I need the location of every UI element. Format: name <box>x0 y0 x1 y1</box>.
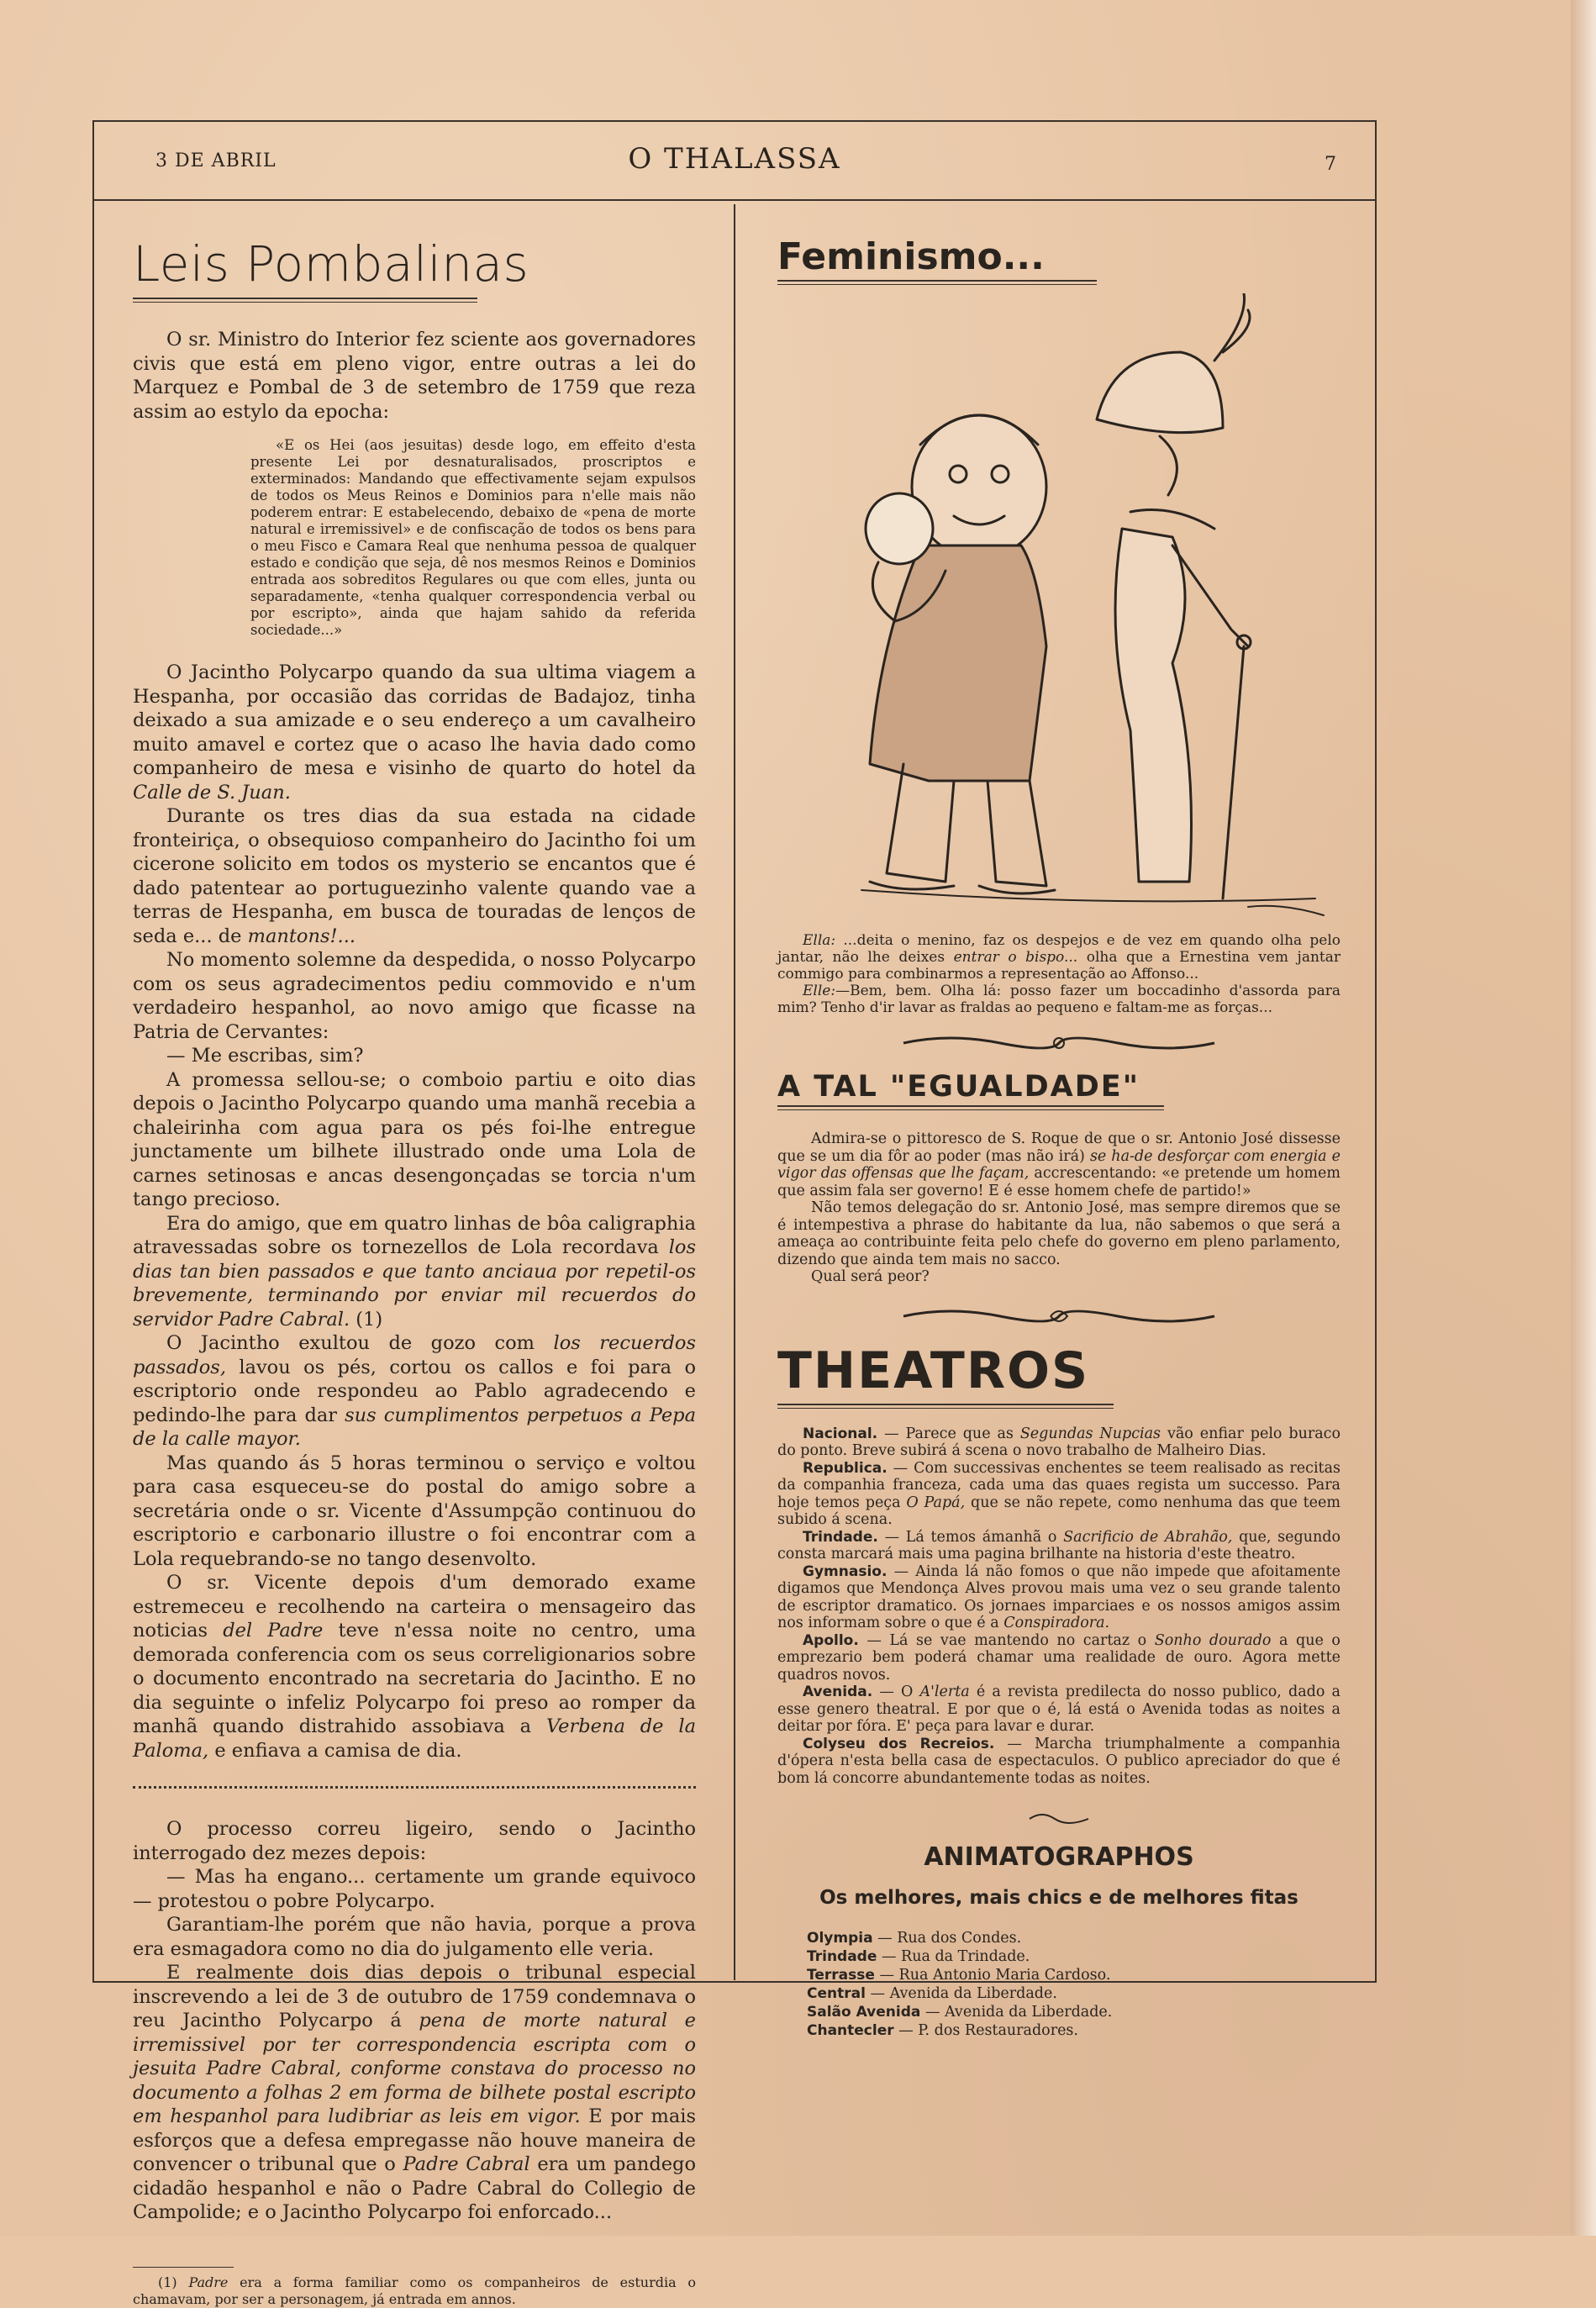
leis-paragraph: A promessa sellou-se; o comboio partiu e oito dias depois o Jacintho Polycarpo quando uma manhã recebia a chaleirinha com agua para os pés foi-lhe entregue junctamente um bilhete illustrado onde uma Lola de carnes setinosas e ancas desengonçadas se torcia n'um tango precioso. <box>133 1068 696 1210</box>
section-separator <box>133 1786 696 1789</box>
leis-paragraph: No momento solemne da despedida, o nosso Polycarpo com os seus agradecimentos pediu commovido e n'um verdadeiro hespanhol, ao novo amigo que ficasse na Patria de Cervantes: <box>133 949 696 1043</box>
cinema-name: Central <box>807 1985 866 2002</box>
article-title-feminismo: Feminismo... <box>777 235 1045 278</box>
cinema-address: — Rua dos Condes. <box>877 1930 1022 1947</box>
small-ornament <box>1025 1810 1093 1827</box>
cinema-address: — P. dos Restauradores. <box>898 2022 1078 2039</box>
cinema-item <box>807 1966 1341 1984</box>
header-date: 3 DE ABRIL <box>155 150 277 171</box>
theatre-entry: Trindade. — Lá temos ámanhã o Sacrificio de Abrahão, que, segundo consta marcará mais uma pagina brilhante na historia d'este theatro. <box>777 1528 1341 1562</box>
right-column <box>777 235 1341 2040</box>
newspaper-title: O THALASSA <box>628 142 841 176</box>
cinema-name: Terrasse <box>807 1967 875 1984</box>
cinema-name: Trindade <box>807 1948 877 1965</box>
tal-paragraph: Não temos delegação do sr. Antonio José, mas sempre diremos que se é intempestiva a phrase do habitante da lua, não sabemos o que será a ameaça ao contribuinte feita pelo chefe do governo em pleno parlamento, dizendo que ainda tem mais no sacco. <box>777 1199 1341 1268</box>
cinema-address: — Avenida da Liberdade. <box>870 1985 1057 2002</box>
leis-paragraph: O sr. Vicente depois d'um demorado exame estremeceu e recolhendo na carteira o mensageiro das noticias del Padre teve n'essa noite no centro, uma demorada conferencia com os seus correligionarios sobre o documento encontrado na secretaria do Jacintho. E no dia seguinte o infeliz Polycarpo foi preso ao romper da manhã quando distrahido assobiava a Verbena de la Paloma, e enfiava a camisa de dia. <box>133 1572 697 1762</box>
cinema-address: — Rua da Trindade. <box>881 1948 1030 1965</box>
title-underline <box>133 298 477 303</box>
column-divider <box>734 204 735 1980</box>
theatre-entry: Apollo. — Lá se vae mantendo no cartaz o Sonho dourado a que o emprezario bem poderá chamar uma realidade de ouro. Agora mette quadros novos. <box>777 1631 1341 1684</box>
cartoon-caption-elle: Elle:—Bem, bem. Olha lá: posso fazer um boccadinho d'assorda para mim? Tenho d'ir lavar as fraldas ao pequeno e faltam-me as forças... <box>777 983 1341 1016</box>
animatographos-title: ANIMATOGRAPHOS <box>924 1842 1194 1872</box>
leis-paragraph: Garantiam-lhe porém que não havia, porque a prova era esmagadora como no dia do julgamento elle veria. <box>133 1914 696 1960</box>
cinema-item <box>807 1929 1341 1947</box>
animatographos-subtitle: Os melhores, mais chics e de melhores fitas <box>819 1887 1298 1909</box>
leis-intro: O sr. Ministro do Interior fez sciente aos governadores civis que está em pleno vigor, entre outras a lei do Marquez e Pombal de 3 de setembro de 1759 que reza assim ao estylo da epocha: <box>133 329 696 423</box>
theatre-name: Gymnasio. <box>803 1562 888 1580</box>
cinema-address: — Rua Antonio Maria Cardoso. <box>879 1967 1111 1984</box>
leis-paragraph: — Mas ha engano... certamente um grande equivoco — protestou o pobre Polycarpo. <box>133 1866 696 1912</box>
ornament-divider <box>777 1810 1341 1831</box>
theatre-name: Nacional. <box>803 1425 878 1442</box>
article-title-theatros: THEATROS <box>777 1341 1090 1400</box>
ornament-divider <box>777 1033 1341 1053</box>
page-number: 7 <box>1325 154 1336 175</box>
title-underline <box>777 1404 1114 1409</box>
cinema-name: Olympia <box>807 1930 873 1947</box>
flourish-ornament <box>899 1306 1219 1326</box>
cinema-address: — Avenida da Liberdade. <box>924 2004 1113 2021</box>
theatre-name: Colyseu dos Recreios. <box>803 1735 995 1752</box>
article-title-leis: Leis Pombalinas <box>133 235 529 292</box>
ornament-divider <box>777 1306 1341 1326</box>
leis-paragraph: O Jacintho Polycarpo quando da sua ultima viagem a Hespanha, por occasião das corridas de Badajoz, tinha deixado a sua amizade e o seu endereço a um cavalheiro muito amavel e cortez que o acaso lhe havia dado como companheiro de mesa e visinho de quarto do hotel da Calle de S. Juan. <box>133 661 696 804</box>
leis-paragraph: Era do amigo, que em quatro linhas de bôa caligraphia atravessadas sobre os tornezellos de Lola recordava los dias tan bien passados e que tanto anciaua por repetil-os brevemente, terminando por enviar mil recuerdos do servidor Padre Cabral. (1) <box>133 1212 696 1331</box>
leis-paragraph: Mas quando ás 5 horas terminou o serviço e voltou para casa esqueceu-se do postal do amigo sobre a secretária onde o sr. Vicente d'Assumpção continuou do escriptorio e carbonario illustre o foi encontrar com a Lola requebrando-se no tango desenvolto. <box>133 1452 696 1570</box>
theatre-entry: Nacional. — Parece que as Segundas Nupcias vão enfiar pelo buraco do ponto. Breve subirá á scena o novo trabalho de Malheiro Dias. <box>777 1425 1341 1459</box>
cinema-name: Chantecler <box>807 2022 894 2039</box>
cinema-item <box>807 1984 1341 2003</box>
title-underline <box>777 280 1097 285</box>
cartoon-illustration <box>777 293 1341 932</box>
theatre-name: Trindade. <box>803 1528 878 1546</box>
leis-paragraph: Durante os tres dias da sua estada na cidade fronteiriça, o obsequioso companheiro do Jacintho foi um cicerone solicito em todos os mysterio se encantos que é dado patentear ao portuguezinho valente quando vae a terras de Hespanha, em busca de touradas de lenços de seda e... de mantons!... <box>133 805 696 947</box>
leis-paragraph: — Me escribas, sim? <box>166 1045 364 1067</box>
theatre-entry: Republica. — Com successivas enchentes se teem realisado as recitas da companhia franceza, cada uma das quaes regista um successo. Para hoje temos peça O Papá, que se não repete, como nenhuma das que teem subido á scena. <box>777 1459 1341 1528</box>
cinema-item <box>807 2021 1341 2040</box>
cinema-name: Salão Avenida <box>807 2004 921 2021</box>
title-underline <box>777 1105 1164 1110</box>
tal-paragraph: Qual será peor? <box>811 1268 930 1285</box>
footnote-rule <box>133 2267 234 2268</box>
theatre-entry: Avenida. — O A'lerta é a revista predilecta do nosso publico, dado a esse genero theatral. E por que o é, lá está o Avenida todas as noites a deitar por fóra. E' peça para lavar e durar. <box>777 1684 1341 1735</box>
theatre-list <box>777 1425 1341 1788</box>
flourish-ornament <box>899 1033 1219 1053</box>
left-column <box>133 231 696 2308</box>
theatre-name: Apollo. <box>803 1631 859 1649</box>
leis-quote: «E os Hei (aos jesuitas) desde logo, em effeito d'esta presente Lei por desnaturalisados, proscriptos e exterminados: Mandando que effectivamente sejam expulsos de todos os Meus Reinos e Dominios para n'elle mais não poderem entrar: E estabelecendo, debaixo de «pena de morte natural e irremissivel» e de confiscação de todos os bens para o meu Fisco e Camara Real que nenhuma pessoa de qualquer estado e condição que seja, dê nos mesmos Reinos e Dominios entrada aos sobreditos Regulares ou que com elles, junta ou separadamente, «tenha qualquer correspondencia verbal ou por escripto», ainda que hajam sahido da referida sociedade...» <box>250 437 696 638</box>
leis-paragraph: O Jacintho exultou de gozo com los recuerdos passados, lavou os pés, cortou os callos e foi para o escriptorio onde respondeu ao Pablo agradecendo e pedindo-lhe para dar sus cumplimentos perpetuos a Pepa de la calle mayor. <box>133 1332 697 1450</box>
theatre-entry: Colyseu dos Recreios. — Marcha triumphalmente a companhia d'ópera n'esta bella casa de espectaculos. O publico apreciador do que é bom lá concorre abundantemente todas as noites. <box>777 1735 1341 1787</box>
leis-paragraph: O processo correu ligeiro, sendo o Jacintho interrogado dez mezes depois: <box>133 1818 696 1864</box>
footnote: (1) Padre era a forma familiar como os companheiros de esturdia o chamavam, por ser a personagem, já entrada em annos. <box>133 2274 697 2307</box>
cartoon-caption-ella: Ella: ...deita o menino, faz os despejos e de vez em quando olha pelo jantar, não lhe deixes entrar o bispo... olha que a Ernestina vem jantar commigo para combinarmos a representação ao Affonso... <box>777 932 1341 983</box>
cinema-item <box>807 1947 1341 1966</box>
feminismo-cartoon <box>777 293 1341 932</box>
theatre-name: Republica. <box>803 1459 888 1477</box>
article-title-tal: A TAL "EGUALDADE" <box>777 1070 1140 1104</box>
leis-paragraph: E realmente dois dias depois o tribunal especial inscrevendo a lei de 3 de outubro de 1759 condemnava o reu Jacintho Polycarpo á pena de morte natural e irremissivel por ter correspondencia escripta com o jesuita Padre Cabral, conforme constava do processo no documento a folhas 2 em forma de bilhete postal escripto em hespanhol para ludibriar as leis em vigor. E por mais esforços que a defesa empregasse não houve maneira de convencer o tribunal que o Padre Cabral era um pandego cidadão hespanhol e não o Padre Cabral do Collegio de Campolide; e o Jacintho Polycarpo foi enforcado... <box>133 1962 696 2223</box>
page-header <box>92 120 1377 201</box>
page-edge <box>1571 0 1596 2236</box>
tal-paragraph: Admira-se o pittoresco de S. Roque de que o sr. Antonio José dissesse que se um dia fôr ao poder (mas não irá) se ha-de desforçar com energia e vigor das offensas que lhe façam, accrescentando: «e pretende um homem que assim fala ser governo! E é esse homem chefe de partido!» <box>777 1130 1341 1199</box>
cinema-item <box>807 2003 1341 2021</box>
theatre-name: Avenida. <box>803 1684 873 1700</box>
theatre-entry: Gymnasio. — Ainda lá não fomos o que não impede que afoitamente digamos que Mendonça Alves provou mais uma vez o seu grande talento de escriptor dramatico. Os jornaes imparciaes e os nossos amigos assim nos informam sobre o que é a Conspiradora. <box>777 1562 1341 1631</box>
cinema-list <box>777 1929 1341 2040</box>
